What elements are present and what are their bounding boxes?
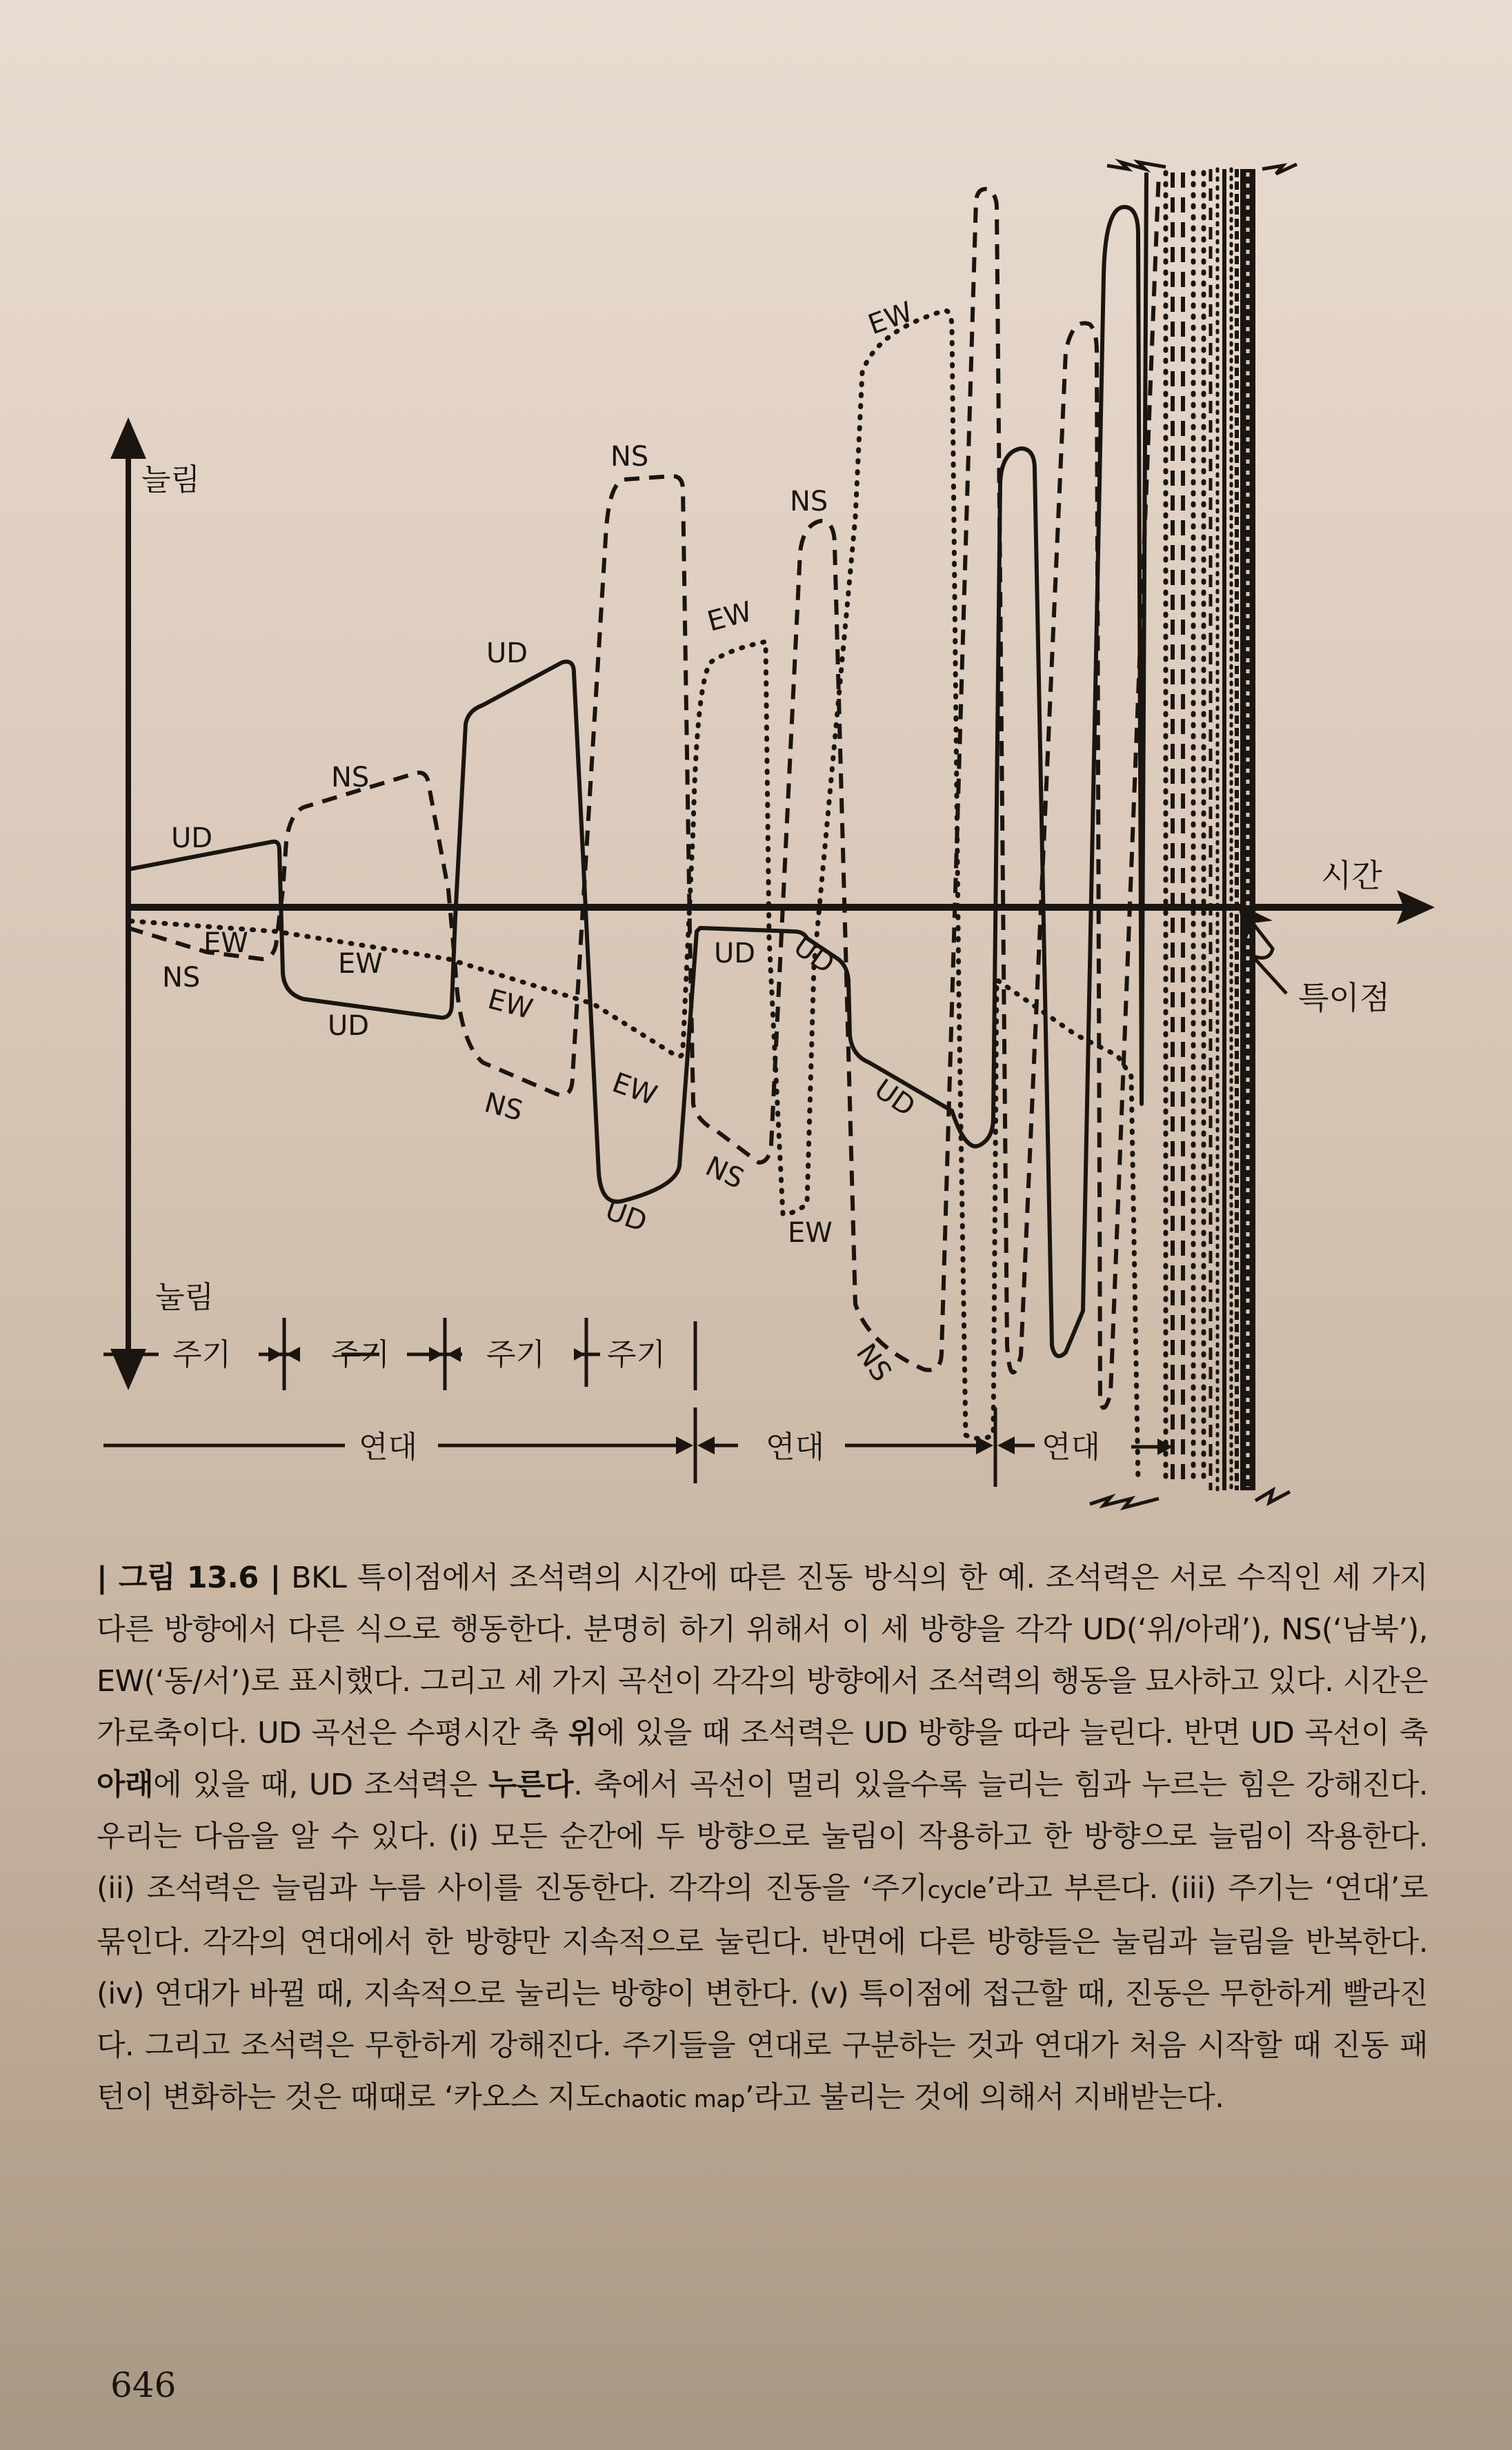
era-label: 연대 [359, 1430, 418, 1465]
figure-number: | 그림 13.6 | [97, 1561, 281, 1595]
caption-english-term: cycle [927, 1877, 987, 1904]
cycle-label: 주기 [172, 1337, 232, 1372]
ns-curve [128, 172, 1183, 1483]
squeeze-label: 눌림 [155, 1280, 215, 1315]
caption-text: . 축에서 곡선이 멀리 있을수록 늘리는 힘과 누르는 힘은 강해진다. 우리는 다음을 알 수 있다. (i) 모든 순간에 두 방향으로 눌림이 작용하고 한 방향으로 늘림이 작용한다. (ii) 조석력은 늘림과 누름 사이를 진동한다. 각각의 진동을 ‘주기 [97, 1768, 1428, 1906]
caption-emphasis: 누른다 [488, 1768, 574, 1802]
ud-label: UD [714, 938, 756, 969]
era-label: 연대 [1042, 1430, 1101, 1465]
ns-label: NS [162, 962, 201, 994]
ew-label: EW [608, 1067, 662, 1112]
ns-label: NS [790, 486, 828, 517]
ew-label: EW [788, 1217, 833, 1249]
ns-label: NS [700, 1150, 749, 1196]
caption-emphasis: 아래 [97, 1768, 154, 1802]
ns-label: NS [331, 762, 370, 793]
ud-label: UD [328, 1010, 370, 1042]
caption-text: ’라고 부른다. (iii) 주기는 ‘연대’로 묶인다. 각각의 연대에서 한 방향만 지속적으로 눌린다. 반면에 다른 방향들은 눌림과 늘림을 반복한다. (iv) 연대가 바뀔 때, 지속적으로 눌리는 방향이 변한다. (v) 특이점에 접근할 때, 진동은 무한하게 빨라진다. 그리고 조석력은 무한하게 강해진다. 주기들을 연대로 구분하는 것과 연대가 처음 시작할 때 진동 패턴이 변화하는 것은 때때로 ‘카오스 지도 [97, 1871, 1428, 2115]
ud-label: UD [601, 1194, 651, 1238]
caption-text: 에 있을 때 조석력은 UD 방향을 따라 늘린다. 반면 UD 곡선이 축 [596, 1716, 1429, 1750]
page-number: 646 [110, 2365, 177, 2405]
cycle-label: 주기 [331, 1337, 390, 1372]
ew-label: EW [338, 948, 383, 980]
ns-label: NS [481, 1087, 526, 1127]
time-label: 시간 [1321, 857, 1382, 894]
ns-label: NS [610, 441, 649, 473]
era-markers [103, 1407, 1159, 1487]
ud-label: UD [171, 822, 213, 854]
caption-text: BKL 특이점에서 조석력의 시간에 따른 진동 방식의 한 예. 조석력은 서로 수직인 세 가지 다른 방향에서 다른 식으로 행동한다. 분명히 하기 위해서 이 세 방향을 각각 UD(‘위/아래’), NS(‘남북’), EW(‘동/서’)로 표시했다. 그리고 세 가지 곡선이 각각의 방향에서 조석력의 행동을 묘사하고 있다. 시간은 가로축이다. UD 곡선은 수평시간 축 [97, 1561, 1428, 1750]
ew-label: EW [864, 295, 917, 342]
ud-label: UD [788, 930, 840, 980]
ns-label: NS [849, 1338, 898, 1388]
era-label: 연대 [766, 1430, 825, 1465]
ud-label: UD [868, 1073, 921, 1123]
ew-label: EW [704, 595, 756, 638]
singularity-label: 특이점 [1298, 979, 1391, 1016]
stretch-label: 늘림 [141, 462, 201, 497]
ew-label: EW [203, 927, 248, 959]
caption-text: 에 있을 때, UD 조석력은 [153, 1768, 488, 1802]
converging-curves [1211, 169, 1255, 1490]
up-arrow-icon [110, 417, 146, 459]
cycle-label: 주기 [486, 1337, 546, 1372]
ud-curve [128, 172, 1146, 1356]
caption-english-term: chaotic map [604, 2086, 745, 2113]
caption-text: ’라고 불리는 것에 의해서 지배받는다. [744, 2080, 1224, 2115]
caption-emphasis: 위 [568, 1716, 597, 1750]
figure-caption [97, 1552, 1428, 2126]
cycle-label: 주기 [607, 1337, 666, 1372]
ew-label: EW [484, 983, 536, 1026]
ud-label: UD [486, 638, 528, 669]
